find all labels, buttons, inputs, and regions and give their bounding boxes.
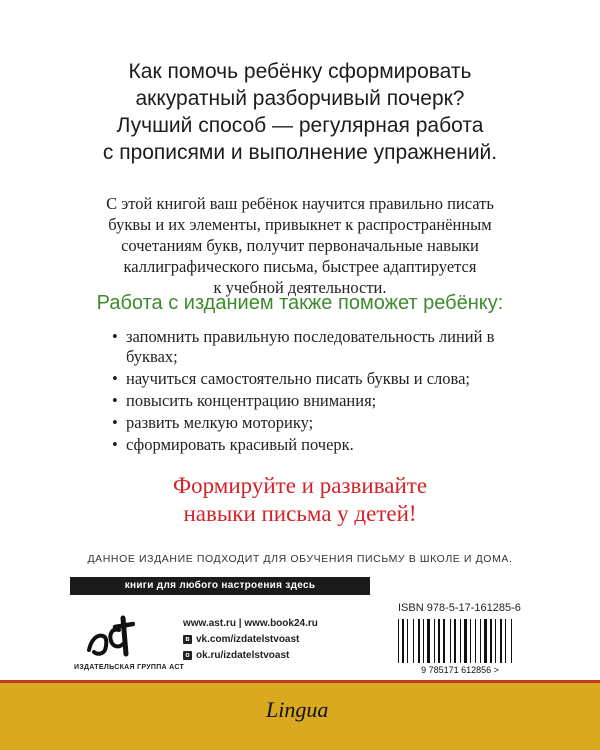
barcode-bar xyxy=(511,619,512,663)
intro-line: с прописями и выполнение упражнений. xyxy=(102,141,498,164)
list-item: • запомнить правильную последовательность линий в буквах; xyxy=(112,327,532,367)
websites-link[interactable]: www.ast.ru | www.book24.ru xyxy=(183,617,318,629)
barcode-digits: 9 785171 612856 > xyxy=(421,665,499,675)
barcode-bar xyxy=(434,619,435,663)
bottom-stripe xyxy=(0,680,600,683)
barcode-bar xyxy=(480,619,481,663)
barcode-bar xyxy=(490,619,492,663)
barcode-bar xyxy=(427,619,430,663)
cta-line: Формируйте и развивайте xyxy=(172,473,428,498)
barcode-bar xyxy=(484,619,487,663)
description-line: сочетаниям букв, получит первоначальные навыки xyxy=(121,236,479,255)
intro-line: Как помочь ребёнку сформировать xyxy=(128,60,472,83)
intro-line: Лучший способ — регулярная работа xyxy=(116,114,484,137)
barcode-bar xyxy=(423,619,424,663)
description-text xyxy=(55,193,545,298)
barcode-bar xyxy=(450,619,451,663)
barcode-bar xyxy=(418,619,420,663)
barcode-bar xyxy=(407,619,408,663)
barcode-bar xyxy=(470,619,471,663)
description-line: к учебной деятельности. xyxy=(213,278,387,297)
list-item: • повысить концентрацию внимания; xyxy=(112,391,532,411)
usage-note: ДАННОЕ ИЗДАНИЕ ПОДХОДИТ ДЛЯ ОБУЧЕНИЯ ПИСЬМУ В ШКОЛЕ И ДОМА. xyxy=(87,553,513,565)
vk-icon: в xyxy=(183,635,192,644)
description-line: С этой книгой ваш ребёнок научится правильно писать xyxy=(106,194,494,213)
benefits-heading: Работа с изданием также поможет ребёнку: xyxy=(96,292,504,314)
imprint-logo: Lingua xyxy=(266,697,329,722)
list-item: • научиться самостоятельно писать буквы и слова; xyxy=(112,369,532,389)
barcode-bar xyxy=(475,619,476,663)
cta-line: навыки письма у детей! xyxy=(183,501,417,526)
barcode-bar xyxy=(402,619,404,663)
publisher-group-name: ИЗДАТЕЛЬСКАЯ ГРУППА АСТ xyxy=(74,664,185,671)
barcode-bar xyxy=(438,619,440,663)
call-to-action xyxy=(0,472,600,528)
description-line: каллиграфического письма, быстрее адаптируется xyxy=(123,257,477,276)
ok-link-label: ok.ru/izdatelstvoast xyxy=(196,649,290,661)
vk-link-label: vk.com/izdatelstvoast xyxy=(196,633,300,645)
isbn-label: ISBN 978-5-17-161285-6 xyxy=(398,602,521,614)
ok-link[interactable] xyxy=(183,647,318,663)
vk-link[interactable] xyxy=(183,631,318,647)
slogan-bar: книги для любого настроения здесь xyxy=(70,577,370,595)
description-line: буквы и их элементы, привыкнет к распространённым xyxy=(108,215,492,234)
barcode-bar xyxy=(454,619,456,663)
barcode-bar xyxy=(413,619,414,663)
barcode-bar xyxy=(495,619,496,663)
intro-line: аккуратный разборчивый почерк? xyxy=(135,87,465,110)
barcode-bar xyxy=(398,619,399,663)
ast-logo-icon xyxy=(85,610,135,660)
publisher-links xyxy=(183,615,318,663)
barcode-bar xyxy=(500,619,502,663)
barcode xyxy=(390,617,530,675)
barcode-bar xyxy=(464,619,467,663)
barcode-bar xyxy=(443,619,445,663)
list-item: • сформировать красивый почерк. xyxy=(112,435,532,455)
barcode-bars xyxy=(398,619,512,663)
barcode-bar xyxy=(505,619,506,663)
ok-icon: о xyxy=(183,651,192,660)
intro-text xyxy=(0,58,600,166)
barcode-bar xyxy=(460,619,461,663)
list-item: • развить мелкую моторику; xyxy=(112,413,532,433)
benefits-list xyxy=(112,327,532,457)
